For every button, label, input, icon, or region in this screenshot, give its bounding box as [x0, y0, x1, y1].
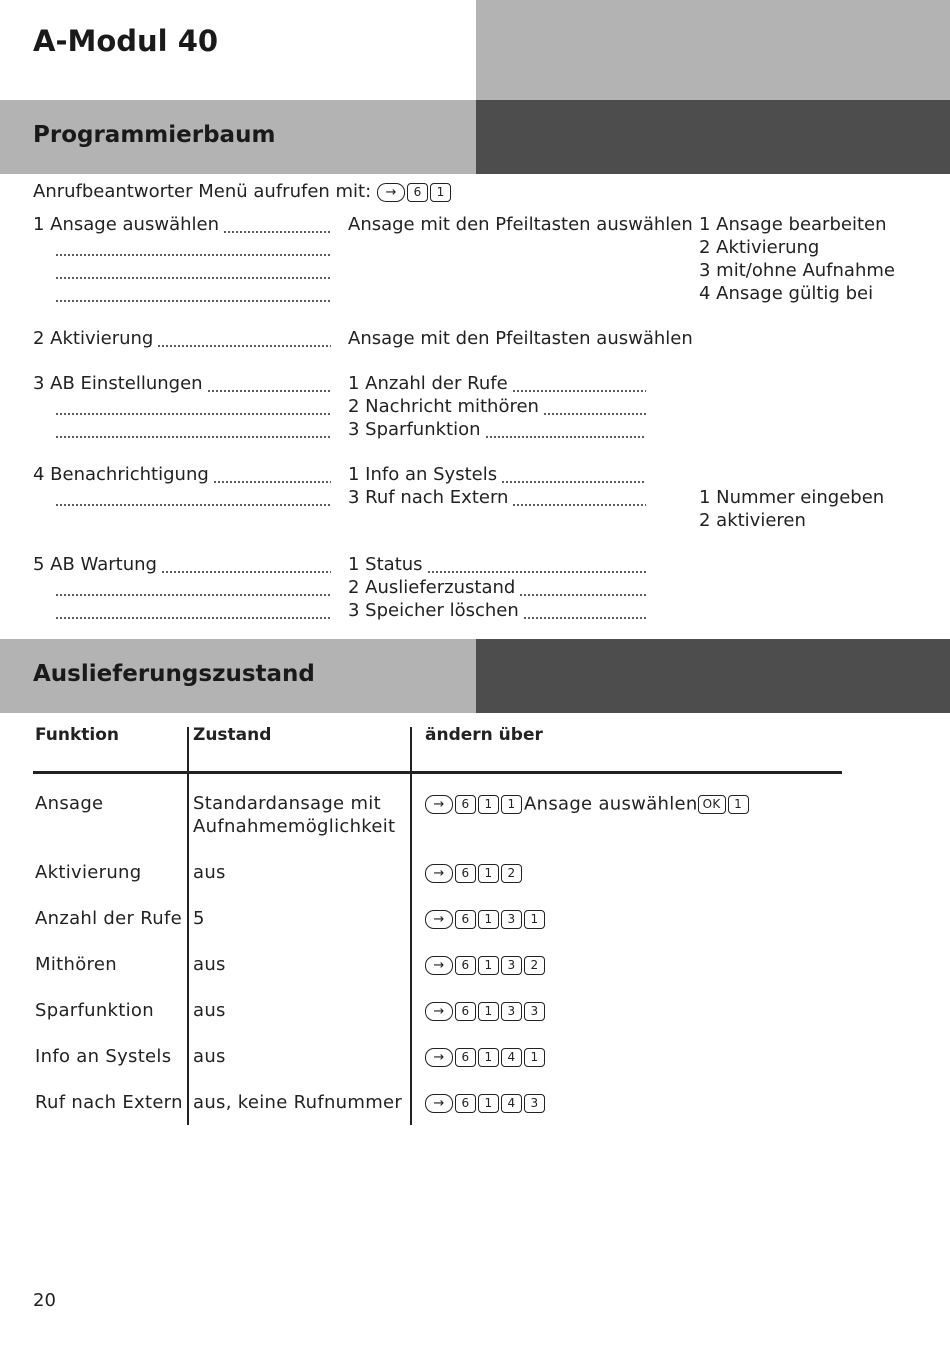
digit-key-1: 1 — [478, 1094, 499, 1113]
digit-key-2: 2 — [524, 956, 545, 975]
tree-subitem-5-3-text: 3 Speicher löschen — [348, 600, 519, 621]
table-cell-key-sequence — [425, 1045, 547, 1068]
tree-item-1 — [33, 214, 331, 236]
digit-key-1: 1 — [478, 795, 499, 814]
digit-key-3: 3 — [501, 1002, 522, 1021]
arrow-key-icon: → — [425, 1048, 453, 1067]
table-cell-key-sequence — [425, 861, 524, 884]
tree-item-3 — [33, 373, 331, 395]
tree-subitem-4-2 — [348, 487, 646, 509]
table-cell-zustand: 5 — [193, 908, 205, 929]
section-heading-auslieferungszustand: Auslieferungszustand — [33, 661, 315, 687]
leader-dots — [55, 237, 331, 259]
header-gray-band — [476, 0, 950, 100]
leader-dots — [207, 373, 331, 395]
table-cell-key-sequence — [425, 907, 547, 930]
arrow-key-icon: → — [425, 864, 453, 883]
digit-key-1: 1 — [524, 1048, 545, 1067]
tree-subitem-3-3-text: 3 Sparfunktion — [348, 419, 481, 440]
leader-dots — [55, 396, 331, 418]
leader-dots — [55, 487, 331, 509]
tree-subitem-3-3 — [348, 419, 646, 441]
table-cell-funktion: Aktivierung — [35, 862, 142, 883]
leader-dots — [427, 554, 646, 576]
page-title: A-Modul 40 — [33, 24, 219, 58]
tree-subitem-3-2 — [348, 396, 646, 418]
table-cell-key-sequence — [425, 1091, 547, 1114]
section-heading-programmierbaum: Programmierbaum — [33, 122, 276, 148]
table-cell-funktion: Ansage — [35, 793, 104, 814]
tree-item-5 — [33, 554, 331, 576]
arrow-key-icon: → — [425, 1094, 453, 1113]
table-cell-funktion: Info an Systels — [35, 1046, 172, 1067]
digit-key-6: 6 — [455, 795, 476, 814]
digit-key-1: 1 — [478, 910, 499, 929]
arrow-key-icon: → — [377, 183, 405, 202]
arrow-key-icon: → — [425, 956, 453, 975]
section-band-dark-2 — [476, 639, 950, 713]
digit-key-1: 1 — [728, 795, 749, 814]
digit-key-1: 1 — [501, 795, 522, 814]
tree-subitem-5-3 — [348, 600, 646, 622]
tree-subitem-3-1-text: 1 Anzahl der Rufe — [348, 373, 508, 394]
tree-right-item-1-2: 2 Aktivierung — [699, 237, 820, 258]
digit-key-6: 6 — [455, 1048, 476, 1067]
digit-key-3: 3 — [501, 910, 522, 929]
digit-key-1: 1 — [478, 956, 499, 975]
section-band-dark — [476, 100, 950, 174]
table-cell-key-sequence — [425, 953, 547, 976]
leader-dots — [501, 464, 646, 486]
leader-dots — [161, 554, 331, 576]
table-cell-key-sequence — [425, 999, 547, 1022]
leader-dots — [223, 214, 331, 236]
leader-dots — [523, 600, 646, 622]
intro-key-sequence — [377, 181, 453, 202]
digit-key-6: 6 — [455, 956, 476, 975]
arrow-key-icon: → — [425, 795, 453, 814]
tree-right-item-1-4: 4 Ansage gültig bei — [699, 283, 874, 304]
leader-dots — [55, 283, 331, 305]
leader-dots — [512, 373, 646, 395]
table-cell-funktion: Sparfunktion — [35, 1000, 154, 1021]
table-cell-funktion: Ruf nach Extern — [35, 1092, 183, 1113]
leader-dots — [55, 577, 331, 599]
page-number: 20 — [33, 1290, 56, 1311]
tree-subitem-5-2 — [348, 577, 646, 599]
key-sequence-text: Ansage auswählen — [524, 793, 698, 815]
column-header-aendern-ueber: ändern über — [425, 725, 543, 745]
table-cell-zustand: aus — [193, 1046, 226, 1067]
leader-dots — [519, 577, 646, 599]
intro-text: Anrufbeantworter Menü aufrufen mit: — [33, 181, 372, 202]
tree-subitem-3-1 — [348, 373, 646, 395]
leader-dots — [55, 600, 331, 622]
tree-subitem-4-2-text: 3 Ruf nach Extern — [348, 487, 509, 508]
column-header-zustand: Zustand — [193, 725, 272, 745]
table-divider-2 — [410, 727, 412, 1125]
tree-right-item-1-3: 3 mit/ohne Aufnahme — [699, 260, 895, 281]
leader-dots — [485, 419, 646, 441]
digit-key-6: 6 — [455, 1002, 476, 1021]
leader-dots — [213, 464, 331, 486]
table-cell-funktion: Anzahl der Rufe — [35, 908, 182, 929]
digit-key-1: 1 — [478, 1002, 499, 1021]
digit-key-3: 3 — [524, 1002, 545, 1021]
tree-item-2-text: 2 Aktivierung — [33, 328, 154, 349]
tree-subitem-5-2-text: 2 Auslieferzustand — [348, 577, 516, 598]
table-cell-zustand: aus — [193, 954, 226, 975]
leader-dots — [55, 260, 331, 282]
digit-key-4: 4 — [501, 1094, 522, 1113]
table-cell-zustand-line2: Aufnahmemöglichkeit — [193, 816, 396, 837]
tree-right-item-4-1: 1 Nummer eingeben — [699, 487, 885, 508]
table-header-rule — [33, 771, 842, 774]
arrow-key-icon: → — [425, 910, 453, 929]
tree-right-item-4-2: 2 aktivieren — [699, 510, 806, 531]
tree-subitem-5-1-text: 1 Status — [348, 554, 423, 575]
digit-key-3: 3 — [524, 1094, 545, 1113]
leader-dots — [55, 419, 331, 441]
tree-item-4-text: 4 Benachrichtigung — [33, 464, 209, 485]
digit-key-1: 1 — [524, 910, 545, 929]
tree-subitem-5-1 — [348, 554, 646, 576]
table-cell-key-sequence — [425, 792, 751, 816]
intro-line — [33, 181, 453, 203]
ok-key-icon: OK — [698, 795, 726, 814]
tree-item-4 — [33, 464, 331, 486]
table-cell-zustand: aus, keine Rufnummer — [193, 1092, 403, 1113]
tree-subitem-4-1-text: 1 Info an Systels — [348, 464, 498, 485]
tree-right-item-1-1: 1 Ansage bearbeiten — [699, 214, 887, 235]
table-cell-zustand: aus — [193, 1000, 226, 1021]
digit-key-1: 1 — [430, 183, 451, 202]
tree-subitem-3-2-text: 2 Nachricht mithören — [348, 396, 539, 417]
leader-dots — [512, 487, 646, 509]
table-cell-funktion: Mithören — [35, 954, 117, 975]
digit-key-6: 6 — [407, 183, 428, 202]
digit-key-6: 6 — [455, 864, 476, 883]
tree-item-2-description: Ansage mit den Pfeiltasten auswählen — [348, 328, 693, 349]
digit-key-2: 2 — [501, 864, 522, 883]
digit-key-6: 6 — [455, 1094, 476, 1113]
digit-key-3: 3 — [501, 956, 522, 975]
leader-dots — [157, 328, 331, 350]
digit-key-1: 1 — [478, 864, 499, 883]
table-divider-1 — [187, 727, 189, 1125]
table-cell-zustand: aus — [193, 862, 226, 883]
tree-item-2 — [33, 328, 331, 350]
column-header-funktion: Funktion — [35, 725, 120, 745]
digit-key-6: 6 — [455, 910, 476, 929]
tree-item-5-text: 5 AB Wartung — [33, 554, 157, 575]
table-cell-zustand: Standardansage mit — [193, 793, 381, 814]
tree-item-1-description: Ansage mit den Pfeiltasten auswählen — [348, 214, 693, 235]
digit-key-4: 4 — [501, 1048, 522, 1067]
tree-item-3-text: 3 AB Einstellungen — [33, 373, 203, 394]
digit-key-1: 1 — [478, 1048, 499, 1067]
tree-subitem-4-1 — [348, 464, 646, 486]
leader-dots — [543, 396, 646, 418]
arrow-key-icon: → — [425, 1002, 453, 1021]
tree-item-1-text: 1 Ansage auswählen — [33, 214, 219, 235]
